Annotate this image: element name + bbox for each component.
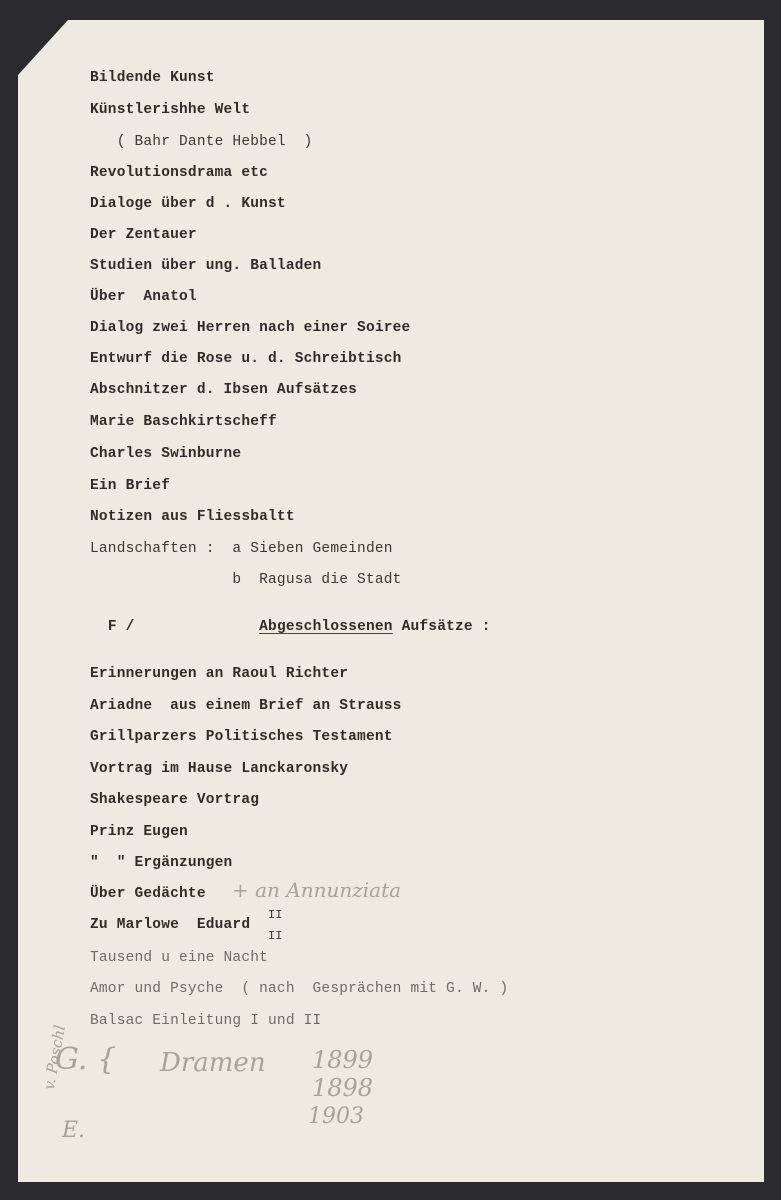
- typed-line: Entwurf die Rose u. d. Schreibtisch: [90, 351, 402, 367]
- typed-line: Dialog zwei Herren nach einer Soiree: [90, 320, 411, 336]
- typed-line: Landschaften : a Sieben Gemeinden: [90, 541, 393, 557]
- typed-line: Amor und Psyche ( nach Gesprächen mit G. W. ): [90, 981, 509, 997]
- typed-line: Über Gedächte: [90, 886, 206, 902]
- bleed-through: [578, 70, 586, 86]
- typed-line: Künstlerishhe Welt: [90, 102, 251, 118]
- typed-line: Charles Swinburne: [90, 446, 242, 462]
- typed-line: Revolutionsdrama etc: [90, 165, 269, 181]
- section-title-rest: Aufsätze :: [392, 619, 491, 635]
- margin-note-e: E.: [62, 1118, 86, 1143]
- section-marker: F /: [107, 619, 135, 635]
- typed-line: Zu Marlowe Eduard: [90, 917, 251, 933]
- typed-line: Balsac Einleitung I und II: [90, 1013, 322, 1029]
- typed-line: Prinz Eugen: [90, 824, 188, 840]
- year-note-1: 1899: [312, 1046, 374, 1074]
- dramen-note: Dramen: [160, 1048, 266, 1078]
- typed-line: Tausend u eine Nacht: [90, 950, 269, 966]
- year-note-3: 1903: [308, 1104, 364, 1129]
- section-heading-line: [90, 603, 491, 635]
- typed-line: Der Zentauer: [90, 227, 197, 243]
- typed-line: " " Ergänzungen: [90, 855, 233, 871]
- typed-line: Grillparzers Politisches Testament: [90, 729, 393, 745]
- typed-line: Abschnitzer d. Ibsen Aufsätzes: [90, 382, 358, 398]
- typed-line: Ein Brief: [90, 478, 171, 494]
- section-title-underlined: Abgeschlossenen: [259, 619, 393, 635]
- typed-line: Erinnerungen an Raoul Richter: [90, 666, 349, 682]
- marlowe-numeral-top: II: [268, 908, 283, 922]
- typed-line: Über Anatol: [90, 289, 197, 305]
- year-note-2: 1898: [312, 1074, 374, 1102]
- typed-line: b Ragusa die Stadt: [90, 572, 402, 588]
- typed-line: Studien über ung. Balladen: [90, 258, 322, 274]
- gedichte-handwritten-note: + an Annunziata: [232, 878, 402, 902]
- typed-line: Marie Baschkirtscheff: [90, 414, 277, 430]
- typed-line: Dialoge über d . Kunst: [90, 196, 286, 212]
- marlowe-numeral-bottom: II: [268, 929, 283, 943]
- document-page: [18, 20, 764, 1182]
- margin-note-v: v. Poschl: [40, 1023, 70, 1092]
- typed-line: Bildende Kunst: [90, 70, 215, 86]
- typed-line: Vortrag im Hause Lanckaronsky: [90, 761, 349, 777]
- typed-line: Shakespeare Vortrag: [90, 792, 260, 808]
- margin-note-g: G. {: [55, 1042, 117, 1077]
- typed-line: Ariadne aus einem Brief an Strauss: [90, 698, 402, 714]
- typed-line: ( Bahr Dante Hebbel ): [90, 134, 313, 150]
- typed-line: Notizen aus Fliessbaltt: [90, 509, 295, 525]
